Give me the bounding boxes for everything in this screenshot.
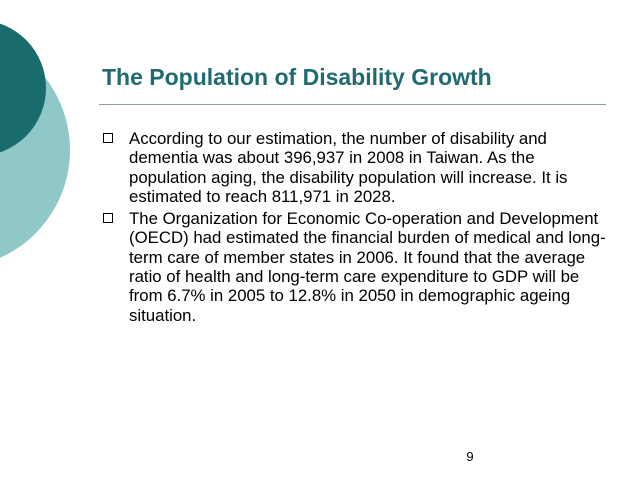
slide-title: The Population of Disability Growth	[102, 64, 492, 90]
square-bullet-icon	[103, 133, 113, 143]
title-divider	[99, 104, 606, 105]
bullet-list	[103, 129, 608, 325]
decorative-circles	[0, 0, 110, 300]
bullet-text: According to our estimation, the number of disability and dementia was about 396,937 in 2008 in Taiwan. As the population aging, the disability population will increase. It is estimated to reach 811,971 in 2028.	[129, 129, 568, 206]
bullet-text: The Organization for Economic Co-operation and Development (OECD) had estimated the financial burden of medical and long-term care of member states in 2006. It found that the average ratio of health and long-term care expenditure to GDP will be from 6.7% in 2005 to 12.8% in 2050 in demographic ageing situation.	[129, 209, 606, 325]
page-number: 9	[466, 449, 474, 464]
bullet-item-oecd	[103, 209, 608, 325]
bullet-item-estimation	[103, 129, 608, 206]
square-bullet-icon	[103, 213, 113, 223]
